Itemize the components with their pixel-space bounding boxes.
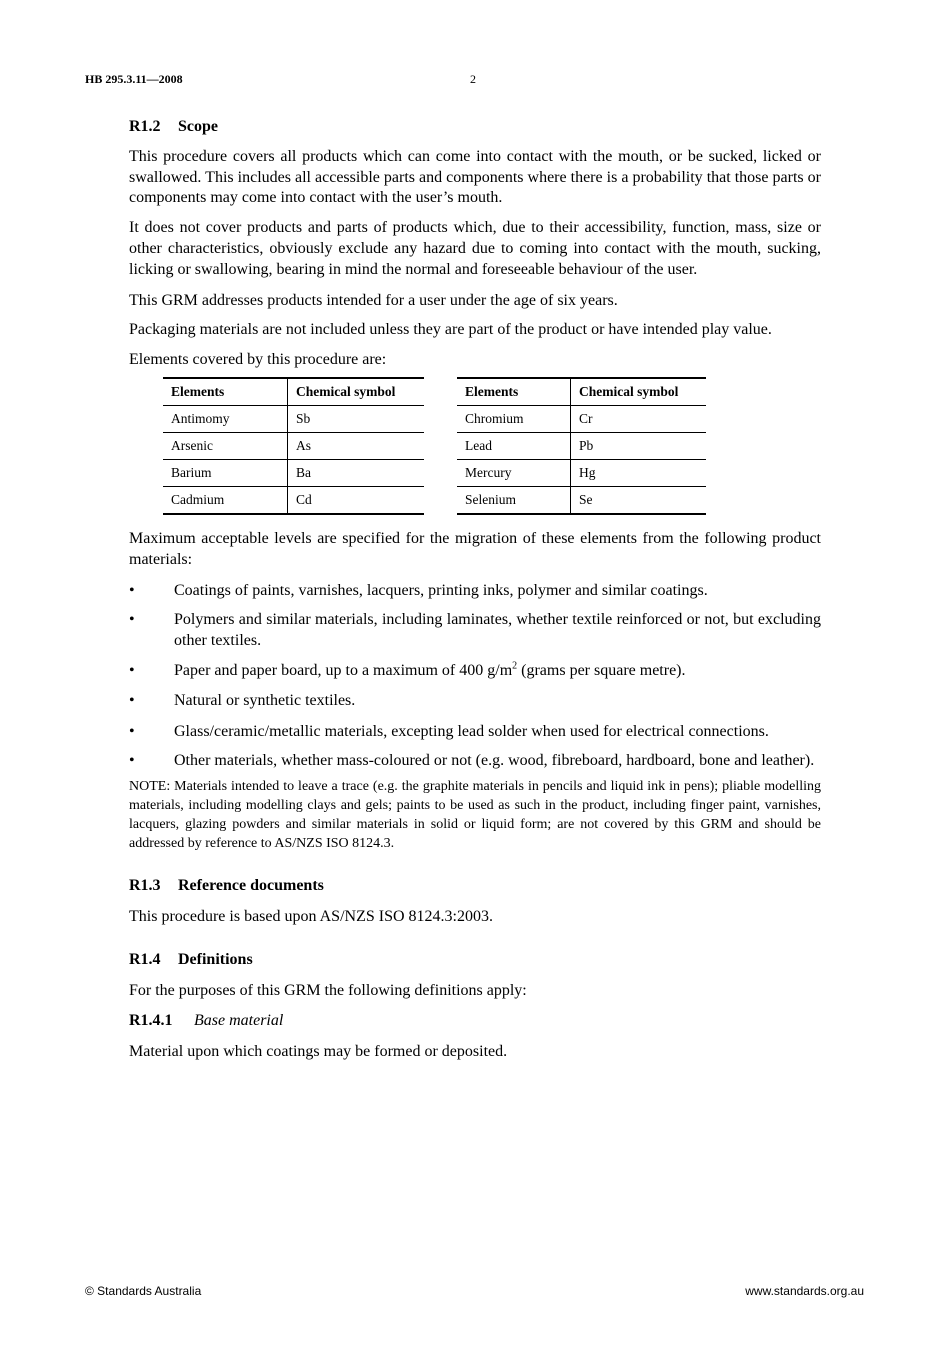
list-item-text: Paper and paper board, up to a maximum of 400 g/m xyxy=(174,661,513,679)
column-header: Chemical symbol xyxy=(571,378,707,406)
list-item-text: (grams per square metre). xyxy=(517,661,686,679)
footer-website: www.standards.org.au xyxy=(745,1284,864,1298)
list-item xyxy=(129,751,821,772)
element-cell: Mercury xyxy=(457,459,571,486)
symbol-cell: As xyxy=(288,432,425,459)
elements-tables xyxy=(129,377,821,521)
scope-paragraph-2: It does not cover products and parts of products which, due to their accessibility, function, mass, size or other characteristics, obviously exclude any hazard due to coming into contact with the mouth, sucking, licking or swallowing, bearing in mind the normal and foreseeable behaviour of the user. xyxy=(129,219,821,278)
bullet-icon: • xyxy=(129,691,135,709)
bullet-icon: • xyxy=(129,722,135,740)
scope-paragraph-3: This GRM addresses products intended for a user under the age of six years. xyxy=(129,291,618,309)
symbol-cell: Sb xyxy=(288,405,425,432)
element-cell: Cadmium xyxy=(163,486,288,514)
section-heading-scope xyxy=(129,117,821,138)
section-number: R1.4 xyxy=(129,950,161,968)
element-cell: Arsenic xyxy=(163,432,288,459)
list-item-text: Polymers and similar materials, including laminates, whether textile reinforced or not, but excluding other textiles. xyxy=(174,611,821,650)
bullet-icon: • xyxy=(129,752,135,770)
note-paragraph: NOTE: Materials intended to leave a trace (e.g. the graphite materials in pencils and liquid ink in pens); pliable modelling materials, including modelling clays and gels; paints to be used as such in the product, including finger paint, varnishes, lacquers, glazing powders and similar materials in solid or liquid form; are not covered by this GRM and should be addressed by reference to AS/NZS ISO 8124.3. xyxy=(129,779,821,852)
column-header: Elements xyxy=(457,378,571,406)
bullet-icon: • xyxy=(129,611,135,629)
table-row xyxy=(163,459,424,486)
references-paragraph: This procedure is based upon AS/NZS ISO 8124.3:2003. xyxy=(129,907,493,925)
materials-list xyxy=(129,581,821,773)
section-title: Reference documents xyxy=(178,877,324,895)
section-heading-references xyxy=(129,876,821,897)
page-number: 2 xyxy=(470,72,476,86)
table-row xyxy=(457,432,706,459)
bullet-icon: • xyxy=(129,661,135,679)
table-row xyxy=(457,459,706,486)
elements-table-left xyxy=(163,377,424,515)
list-item-text: Coatings of paints, varnishes, lacquers, printing inks, polymer and similar coatings. xyxy=(174,581,708,599)
list-item xyxy=(129,581,821,602)
table-header-row xyxy=(163,378,424,406)
definitions-paragraph: For the purposes of this GRM the following definitions apply: xyxy=(129,981,527,999)
table-row xyxy=(457,486,706,514)
definition-title: Base material xyxy=(194,1012,284,1030)
list-item-text: Other materials, whether mass-coloured or not (e.g. wood, fibreboard, hardboard, bone and leather). xyxy=(174,752,815,770)
scope-paragraph-1: This procedure covers all products which can come into contact with the mouth, or be sucked, licked or swallowed. This includes all accessible parts and components where there is a probability that those parts or components may come into contact with the user’s mouth. xyxy=(129,147,821,207)
section-number: R1.2 xyxy=(129,118,161,135)
list-item xyxy=(129,722,821,743)
element-cell: Antimomy xyxy=(163,405,288,432)
bullet-icon: • xyxy=(129,581,135,599)
list-item xyxy=(129,661,821,682)
table-row xyxy=(163,405,424,432)
table-row xyxy=(163,432,424,459)
column-header: Elements xyxy=(163,378,288,406)
list-item xyxy=(129,691,821,712)
definition-number: R1.4.1 xyxy=(129,1012,173,1030)
section-number: R1.3 xyxy=(129,877,161,895)
document-id: HB 295.3.11—2008 xyxy=(85,72,183,86)
symbol-cell: Cr xyxy=(571,405,707,432)
definition-heading xyxy=(129,1011,821,1032)
max-levels-paragraph: Maximum acceptable levels are specified for the migration of these elements from the following product materials: xyxy=(129,529,821,568)
elements-table-right xyxy=(457,377,706,515)
symbol-cell: Pb xyxy=(571,432,707,459)
scope-paragraph-5: Elements covered by this procedure are: xyxy=(129,351,387,369)
definition-text: Material upon which coatings may be formed or deposited. xyxy=(129,1043,508,1061)
column-header: Chemical symbol xyxy=(288,378,425,406)
section-title: Scope xyxy=(178,118,218,135)
section-title: Definitions xyxy=(178,950,253,968)
section-heading-definitions xyxy=(129,950,821,971)
table-row xyxy=(163,486,424,514)
footer-copyright: © Standards Australia xyxy=(85,1284,202,1298)
element-cell: Lead xyxy=(457,432,571,459)
list-item-text: Glass/ceramic/metallic materials, excepting lead solder when used for electrical connections. xyxy=(174,722,769,740)
list-item xyxy=(129,610,821,652)
list-item-text: Natural or synthetic textiles. xyxy=(174,691,356,709)
element-cell: Chromium xyxy=(457,405,571,432)
element-cell: Selenium xyxy=(457,486,571,514)
symbol-cell: Ba xyxy=(288,459,425,486)
symbol-cell: Hg xyxy=(571,459,707,486)
table-row xyxy=(457,405,706,432)
scope-paragraph-4: Packaging materials are not included unless they are part of the product or have intended play value. xyxy=(129,321,772,339)
page-body xyxy=(129,117,821,1063)
element-cell: Barium xyxy=(163,459,288,486)
symbol-cell: Se xyxy=(571,486,707,514)
superscript: 2 xyxy=(512,660,518,672)
symbol-cell: Cd xyxy=(288,486,425,514)
table-header-row xyxy=(457,378,706,406)
